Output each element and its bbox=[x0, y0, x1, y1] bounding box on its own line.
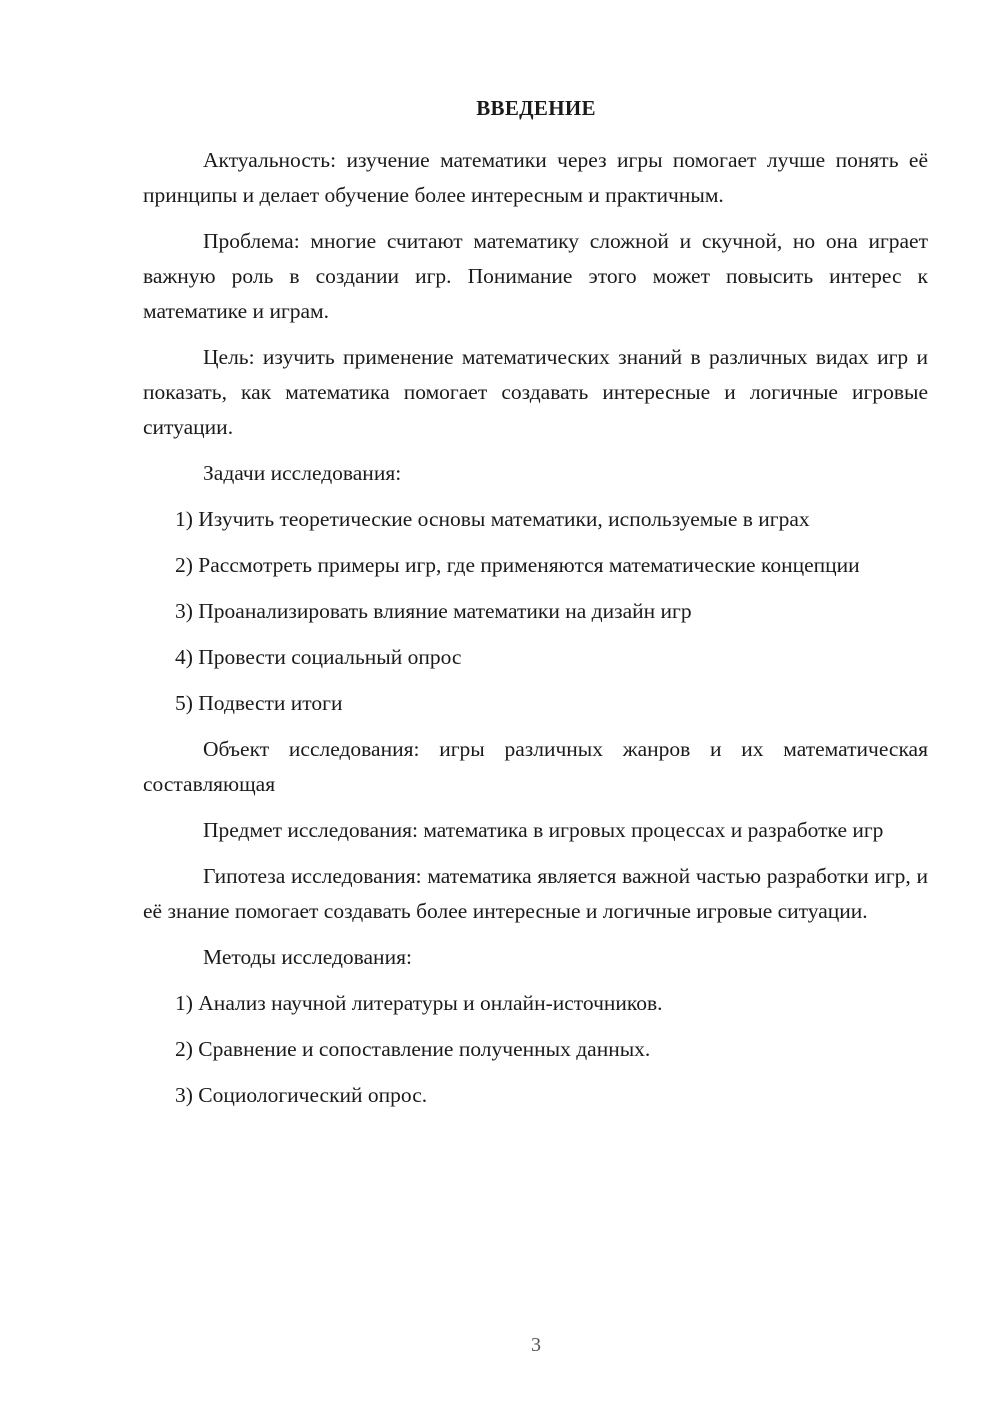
task-item: 2) Рассмотреть примеры игр, где применяются математические концепции bbox=[175, 553, 860, 577]
goal-paragraph: Цель: изучить применение математических знаний в различных видах игр и показать, как математика помогает создавать интересные и логичные игровые ситуации. bbox=[143, 345, 928, 439]
task-item: 5) Подвести итоги bbox=[175, 691, 343, 715]
document-body bbox=[143, 143, 928, 1124]
methods-heading: Методы исследования: bbox=[203, 945, 412, 969]
task-item: 1) Изучить теоретические основы математики, используемые в играх bbox=[175, 507, 810, 531]
section-title: ВВЕДЕНИЕ bbox=[476, 96, 596, 120]
task-item: 4) Провести социальный опрос bbox=[175, 645, 462, 669]
method-item: 2) Сравнение и сопоставление полученных данных. bbox=[175, 1037, 651, 1061]
method-item: 1) Анализ научной литературы и онлайн-источников. bbox=[175, 991, 663, 1015]
problem-paragraph: Проблема: многие считают математику сложной и скучной, но она играет важную роль в создании игр. Понимание этого может повысить интерес к математике и играм. bbox=[143, 229, 928, 323]
hypothesis-paragraph: Гипотеза исследования: математика является важной частью разработки игр, и её знание помогает создавать более интересные и логичные игровые ситуации. bbox=[143, 864, 928, 923]
method-item: 3) Социологический опрос. bbox=[175, 1083, 428, 1107]
relevance-paragraph: Актуальность: изучение математики через игры помогает лучше понять её принципы и делает обучение более интересным и практичным. bbox=[143, 148, 928, 207]
page-number: 3 bbox=[531, 1334, 541, 1356]
task-item: 3) Проанализировать влияние математики на дизайн игр bbox=[175, 599, 692, 623]
tasks-heading: Задачи исследования: bbox=[203, 461, 402, 485]
subject-paragraph: Предмет исследования: математика в игровых процессах и разработке игр bbox=[203, 818, 884, 842]
object-paragraph: Объект исследования: игры различных жанров и их математическая составляющая bbox=[143, 737, 928, 796]
